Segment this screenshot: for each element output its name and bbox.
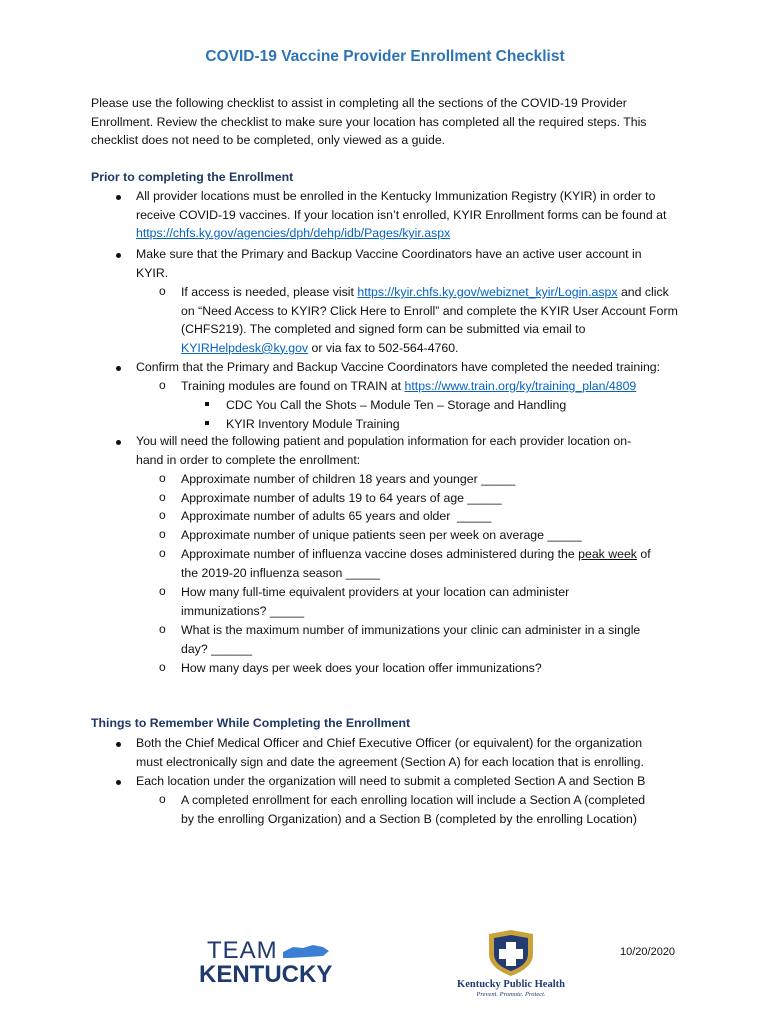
list-item: Approximate number of unique patients seen per week on average _____ (181, 528, 582, 542)
list-item (181, 283, 681, 357)
section-heading-prior: Prior to completing the Enrollment (91, 170, 294, 184)
list-item: You will need the following patient and population information for each provider location on- (136, 434, 632, 448)
list-item: What is the maximum number of immunizations your clinic can administer in a single (181, 623, 641, 637)
list-item-text: or via fax to 502-564-4760. (311, 340, 459, 355)
list-item: Each location under the organization will need to submit a completed Section A and Section B (136, 774, 646, 788)
document-date: 10/20/2020 (620, 946, 676, 958)
kph-cross-bar (499, 949, 523, 959)
list-item: Approximate number of children 18 years and younger _____ (181, 472, 516, 486)
bullet-marker (116, 366, 121, 371)
sub-bullet-marker: o (159, 490, 166, 504)
bullet-marker (116, 742, 121, 747)
square-bullet-marker (205, 421, 209, 425)
list-item: CDC You Call the Shots – Module Ten – Storage and Handling (226, 398, 567, 412)
list-item-text: Training modules are found on TRAIN at (181, 379, 402, 393)
list-item: Approximate number of adults 65 years and older _____ (181, 509, 492, 523)
list-item: the 2019-20 influenza season _____ (181, 566, 380, 580)
sub-bullet-marker: o (159, 284, 166, 298)
list-item-text: Confirm that the Primary and Backup Vaccine Coordinators have completed the needed training: (136, 360, 661, 374)
sub-bullet-marker: o (159, 378, 166, 392)
list-item-text: Make sure that the Primary and Backup Vaccine Coordinators have an active user account in KYIR. (136, 247, 642, 280)
page-title: COVID-19 Vaccine Provider Enrollment Checklist (205, 48, 565, 65)
kph-name: Kentucky Public Health (457, 979, 565, 990)
bullet-marker (116, 195, 121, 200)
list-item (136, 187, 681, 243)
list-item (181, 377, 701, 396)
bullet-marker (116, 780, 121, 785)
bullet-marker (116, 440, 121, 445)
bullet-marker (116, 253, 121, 258)
kentucky-public-health-logo (446, 928, 576, 998)
list-item (136, 245, 666, 282)
sub-bullet-marker: o (159, 584, 166, 598)
sub-bullet-marker: o (159, 546, 166, 560)
kph-tagline: Prevent. Promote. Protect. (476, 991, 546, 998)
kyir-helpdesk-email-link[interactable]: KYIRHelpdesk@ky.gov (181, 340, 309, 355)
kyir-enrollment-link[interactable]: https://chfs.ky.gov/agencies/dph/dehp/idb/Pages/kyir.aspx (136, 226, 451, 241)
train-plan-link[interactable]: https://www.train.org/ky/training_plan/4809 (404, 379, 637, 393)
team-logo-word: TEAM (207, 937, 278, 964)
list-item: hand in order to complete the enrollment: (136, 453, 361, 467)
intro-paragraph: Please use the following checklist to assist in completing all the sections of the COVID-19 Provider Enrollment. Review the checklist to make sure your location has completed all the required steps. This checklist does not need to be completed, only viewed as a guide. (91, 96, 647, 148)
team-kentucky-logo-graphic (195, 936, 345, 986)
sub-bullet-marker: o (159, 792, 166, 806)
list-item: day? ______ (181, 642, 253, 656)
list-item (136, 358, 696, 377)
list-item: by the enrolling Organization) and a Section B (completed by the enrolling Location) (181, 812, 637, 826)
list-item: How many days per week does your location offer immunizations? (181, 661, 542, 675)
kph-logo-graphic (446, 928, 576, 998)
list-item-text: and click on “Need Access to KYIR? Click Here to Enroll” and complete the KYIR User Account Form (CHFS219). The completed and signed form can be submitted via email to (181, 285, 678, 337)
peak-week-underlined: peak week (578, 547, 637, 561)
list-item: KYIR Inventory Module Training (226, 417, 400, 431)
list-item: immunizations? _____ (181, 604, 305, 618)
list-item-text: Approximate number of influenza vaccine doses administered during the (181, 547, 575, 561)
list-item: A completed enrollment for each enrolling location will include a Section A (completed (181, 793, 646, 807)
list-item: Approximate number of adults 19 to 64 years of age _____ (181, 491, 502, 505)
kentucky-state-shape (283, 945, 329, 958)
list-item-text: All provider locations must be enrolled in the Kentucky Immunization Registry (KYIR) in order to receive COVID-19 vaccines. If your location isn’t enrolled, KYIR Enrollment forms can be found at (136, 189, 667, 222)
team-kentucky-logo (195, 936, 345, 986)
kyir-login-link[interactable]: https://kyir.chfs.ky.gov/webiznet_kyir/Login.aspx (357, 285, 618, 299)
sub-bullet-marker: o (159, 471, 166, 485)
sub-bullet-marker: o (159, 660, 166, 674)
list-item (181, 545, 681, 564)
list-item: must electronically sign and date the agreement (Section A) for each location that is enrolling. (136, 755, 644, 769)
sub-bullet-marker: o (159, 527, 166, 541)
list-item: How many full-time equivalent providers at your location can administer (181, 585, 570, 599)
list-item: Both the Chief Medical Officer and Chief Executive Officer (or equivalent) for the organization (136, 736, 643, 750)
sub-bullet-marker: o (159, 508, 166, 522)
sub-bullet-marker: o (159, 622, 166, 636)
section-heading-remember: Things to Remember While Completing the Enrollment (91, 716, 411, 730)
list-item-text: If access is needed, please visit (181, 285, 354, 299)
kentucky-logo-word: KENTUCKY (199, 961, 333, 986)
square-bullet-marker (205, 402, 209, 406)
list-item-text: of (640, 547, 651, 561)
